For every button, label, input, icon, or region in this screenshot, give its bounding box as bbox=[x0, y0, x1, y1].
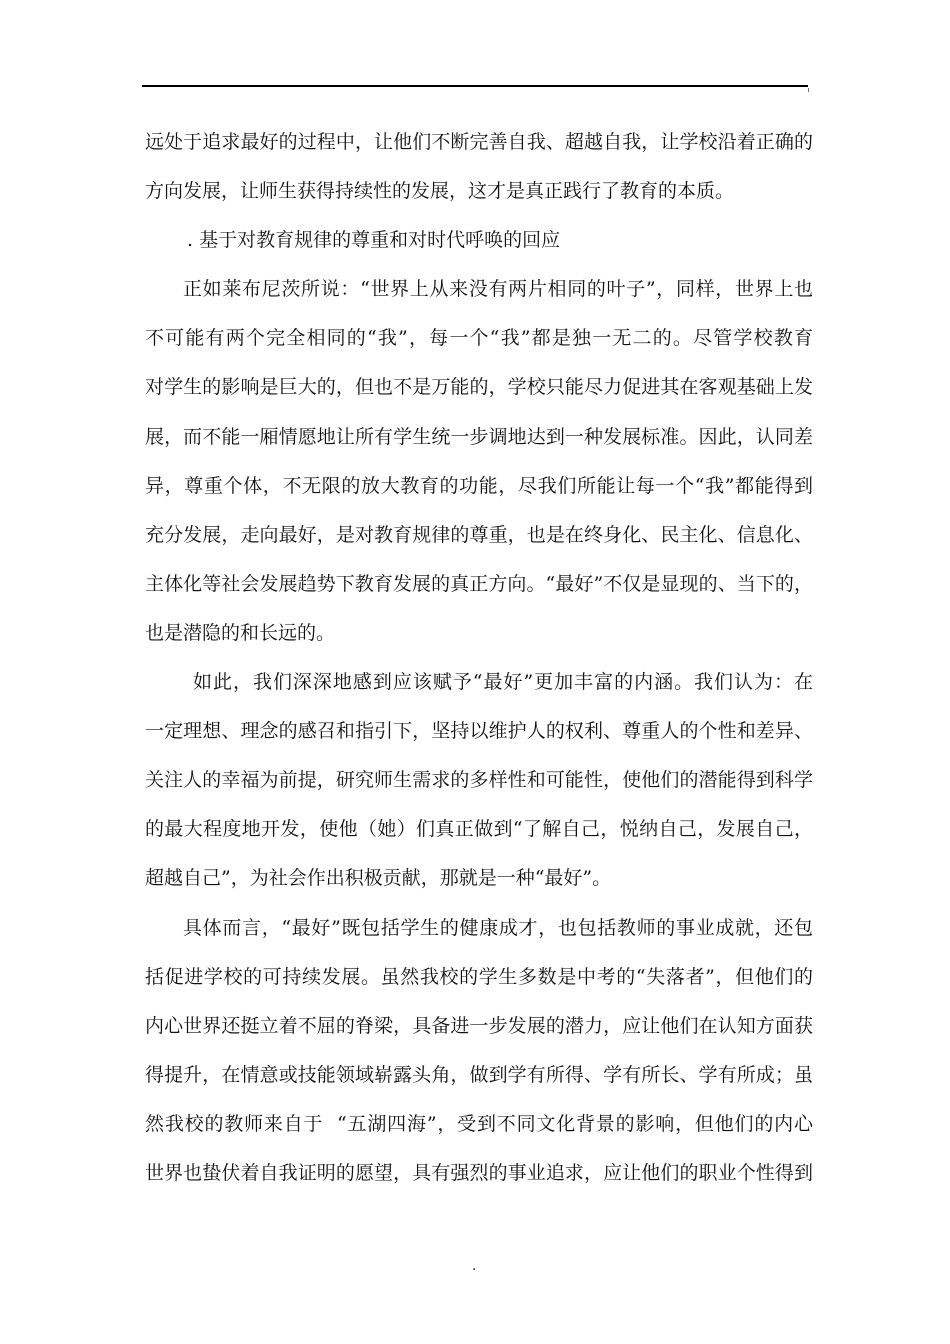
paragraph-line: 方向发展，让师生获得持续性的发展，这才是真正践行了教育的本质。 bbox=[145, 180, 735, 203]
paragraph-line: 一定理想、理念的感召和指引下，坚持以维护人的权利、尊重人的个性和差异、 bbox=[145, 720, 813, 743]
section-heading: . 基于对教育规律的尊重和对时代呼唤的回应 bbox=[187, 229, 561, 252]
paragraph-line: 然我校的教师来自于 “五湖四海”，受到不同文化背景的影响，但他们的内心 bbox=[145, 1112, 813, 1135]
paragraph-line: 的最大程度地开发，使他（她）们真正做到“了解自己，悦纳自己，发展自己， bbox=[145, 818, 813, 841]
paragraph-line: 主体化等社会发展趋势下教育发展的真正方向。“最好”不仅是显现的、当下的， bbox=[145, 572, 813, 595]
paragraph-line: 关注人的幸福为前提，研究师生需求的多样性和可能性，使他们的潜能得到科学 bbox=[145, 769, 813, 792]
paragraph-line: 正如莱布尼茨所说：“世界上从来没有两片相同的叶子”，同样，世界上也 bbox=[183, 278, 813, 301]
paragraph-line: 异，尊重个体，不无限的放大教育的功能，尽我们所能让每一个“我”都能得到 bbox=[145, 474, 813, 497]
paragraph-line: 远处于追求最好的过程中，让他们不断完善自我、超越自我，让学校沿着正确的 bbox=[145, 131, 813, 153]
paragraph-line: 具体而言，“最好”既包括学生的健康成才，也包括教师的事业成就，还包 bbox=[183, 916, 813, 939]
header-rule-end-mark bbox=[808, 88, 809, 92]
document-body bbox=[145, 118, 813, 1198]
header-rule bbox=[142, 85, 808, 87]
paragraph-line: 得提升，在情意或技能领域崭露头角，做到学有所得、学有所长、学有所成；虽 bbox=[145, 1063, 813, 1086]
paragraph-line: 如此，我们深深地感到应该赋予“最好”更加丰富的内涵。我们认为：在 bbox=[193, 671, 813, 694]
paragraph-line: 不可能有两个完全相同的“我”，每一个“我”都是独一无二的。尽管学校教育 bbox=[145, 327, 813, 350]
paragraph-line: 对学生的影响是巨大的，但也不是万能的，学校只能尽力促进其在客观基础上发 bbox=[145, 376, 813, 399]
paragraph-line: 展，而不能一厢情愿地让所有学生统一步调地达到一种发展标准。因此，认同差 bbox=[145, 425, 813, 448]
paragraph-line: 超越自己”，为社会作出积极贡献，那就是一种“最好”。 bbox=[145, 867, 612, 890]
paragraph-line: 世界也蛰伏着自我证明的愿望，具有强烈的事业追求，应让他们的职业个性得到 bbox=[145, 1161, 813, 1184]
paragraph-line: 也是潜隐的和长远的。 bbox=[145, 621, 336, 644]
paragraph-line: 括促进学校的可持续发展。虽然我校的学生多数是中考的“失落者”，但他们的 bbox=[145, 965, 813, 988]
paragraph-line: 充分发展，走向最好，是对教育规律的尊重，也是在终身化、民主化、信息化、 bbox=[145, 523, 813, 546]
paragraph-line: 内心世界还挺立着不屈的脊梁，具备进一步发展的潜力，应让他们在认知方面获 bbox=[145, 1014, 813, 1037]
footer-mark: . bbox=[472, 1258, 477, 1274]
